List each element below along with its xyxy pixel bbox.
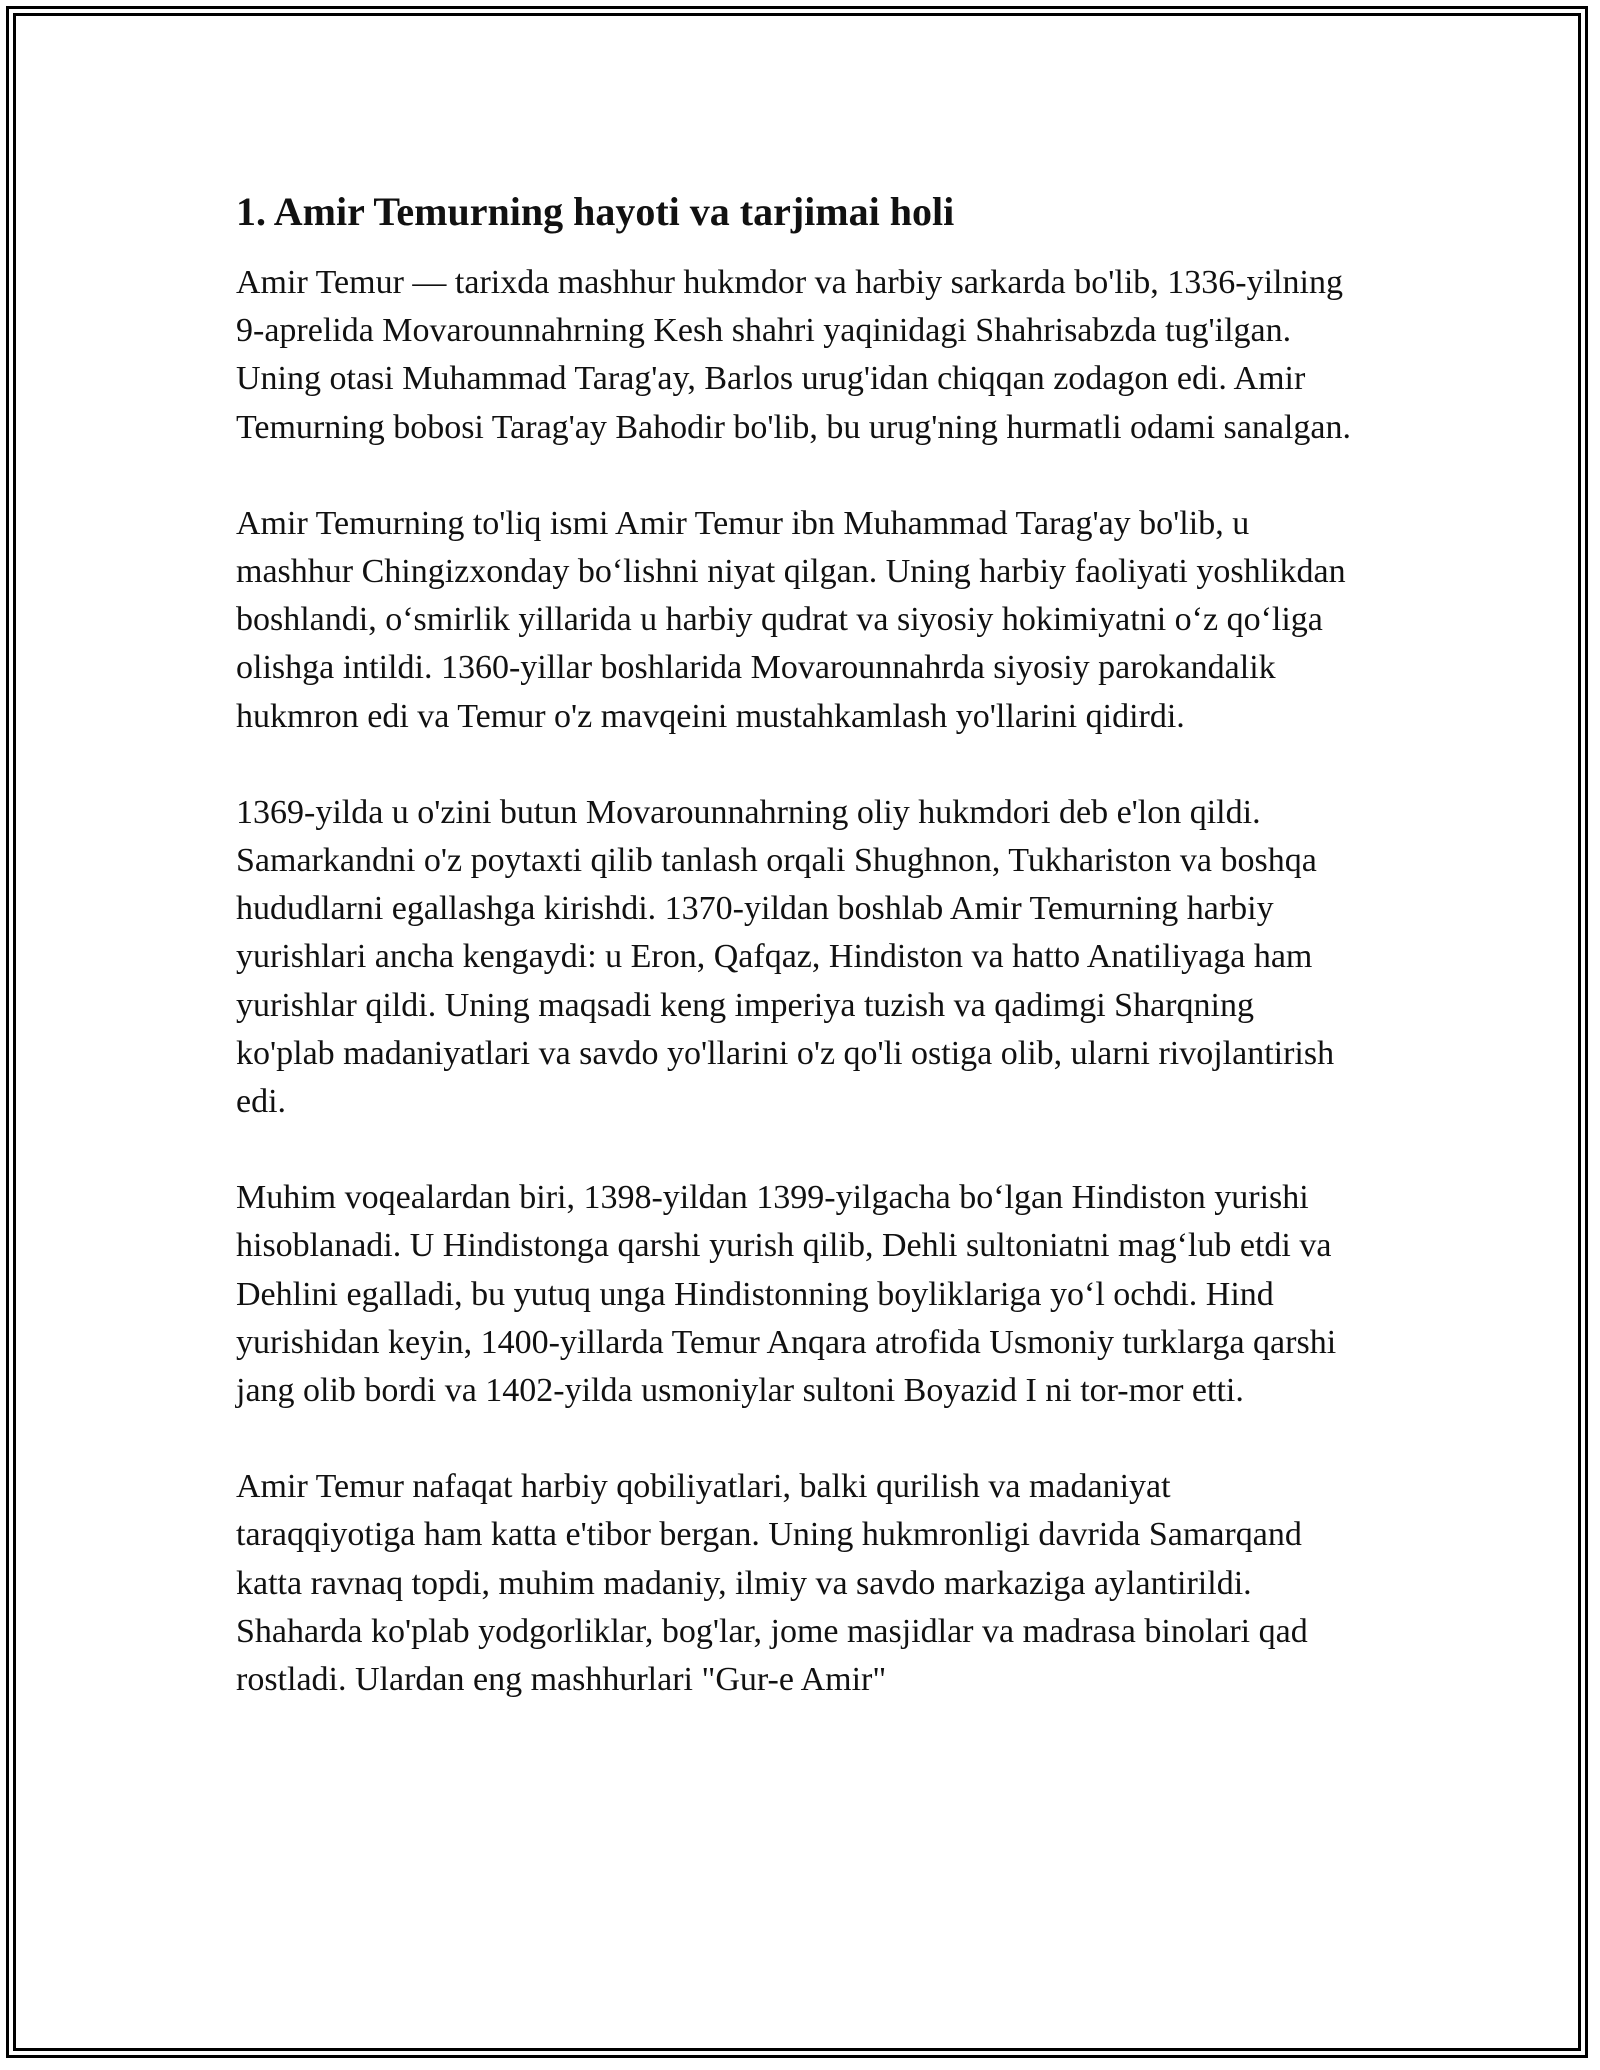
paragraph-birth: Amir Temur — tarixda mashhur hukmdor va harbiy sarkarda bo'lib, 1336-yilning 9-aprelida Movarounnahrning Kesh shahri yaqinidagi Shahrisabzda tug'ilgan. Uning otasi Muhammad Tarag'ay, Barlos urug'idan chiqqan zodagon edi. Amir Temurning bobosi Tarag'ay Bahodir bo'lib, bu urug'ning hurmatli odami sanalgan. xyxy=(236,264,1351,446)
section-title: 1. Amir Temurning hayoti va tarjimai holi xyxy=(236,189,955,234)
document-body xyxy=(236,186,1356,1752)
paragraph-culture: Amir Temur nafaqat harbiy qobiliyatlari, balki qurilish va madaniyat taraqqiyotiga ham katta e'tibor bergan. Uning hukmronligi davrida Samarqand katta ravnaq topdi, muhim madaniy, ilmiy va savdo markaziga aylantirildi. Shaharda ko'plab yodgorliklar, bog'lar, jome masjidlar va madrasa binolari qad rostladi. Ulardan eng mashhurlari "Gur-e Amir" xyxy=(236,1468,1308,1699)
paragraph-india-campaign: Muhim voqealardan biri, 1398-yildan 1399-yilgacha bo‘lgan Hindiston yurishi hisoblanadi. U Hindistonga qarshi yurish qilib, Dehli sultoniatni mag‘lub etdi va Dehlini egalladi, bu yutuq unga Hindistonning boyliklariga yo‘l ochdi. Hind yurishidan keyin, 1400-yillarda Temur Anqara atrofida Usmoniy turklarga qarshi jang olib bordi va 1402-yilda usmoniylar sultoni Boyazid I ni tor-mor etti. xyxy=(236,1179,1337,1410)
paragraph-conquests: 1369-yilda u o'zini butun Movarounnahrning oliy hukmdori deb e'lon qildi. Samarkandni o'z poytaxti qilib tanlash orqali Shughnon, Tukhariston va boshqa hududlarni egallashga kirishdi. 1370-yildan boshlab Amir Temurning harbiy yurishlari ancha kengaydi: u Eron, Qafqaz, Hindiston va hatto Anatiliyaga ham yurishlar qildi. Uning maqsadi keng imperiya tuzish va qadimgi Sharqning ko'plab madaniyatlari va savdo yo'llarini o'z qo'li ostiga olib, ularni rivojlantirish edi. xyxy=(236,793,1335,1121)
paragraph-early-career: Amir Temurning to'liq ismi Amir Temur ibn Muhammad Tarag'ay bo'lib, u mashhur Chingizxonday bo‘lishni niyat qilgan. Uning harbiy faoliyati yoshlikdan boshlandi, o‘smirlik yillarida u harbiy qudrat va siyosiy hokimiyatni o‘z qo‘liga olishga intildi. 1360-yillar boshlarida Movarounnahrda siyosiy parokandalik hukmron edi va Temur o'z mavqeini mustahkamlash yo'llarini qidirdi. xyxy=(236,504,1346,735)
